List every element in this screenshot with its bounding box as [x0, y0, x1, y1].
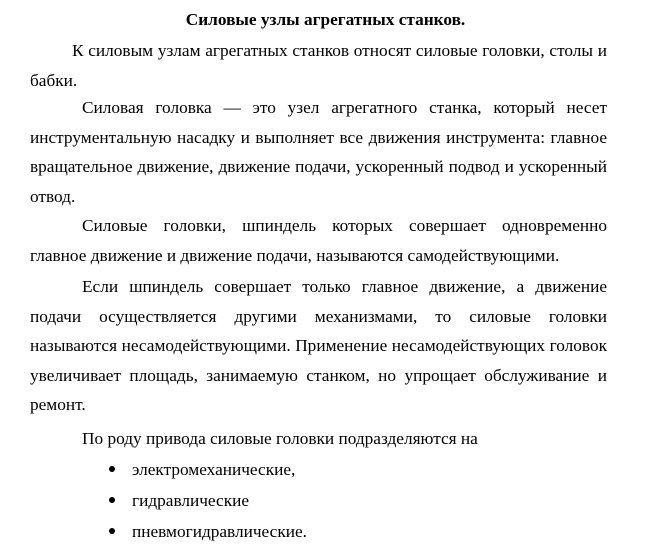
- bullet-icon: [109, 497, 115, 503]
- paragraph-power-head-definition: Силовая головка — это узел агрегатного станка, который несет инструментальную насадку и выполняет все движения инструмента: главное вращательное движение, движение подачи, ускоренный подвод и ускоренный отвод.: [30, 98, 607, 206]
- document-title: Силовые узлы агрегатных станков.: [185, 10, 466, 29]
- list-item-label: пневмогидравлические.: [132, 522, 307, 541]
- bullet-icon: [109, 466, 115, 472]
- paragraph-self-acting-heads: Силовые головки, шпиндель которых совершает одновременно главное движение и движение подачи, называются самодействующими.: [30, 216, 607, 265]
- list-item-label: электромеханические,: [132, 460, 296, 479]
- bullet-icon: [109, 528, 115, 534]
- paragraph-drive-types-intro: По роду привода силовые головки подразделяются на: [82, 429, 478, 448]
- paragraph-power-units: К силовым узлам агрегатных станков относят силовые головки, столы и бабки.: [30, 41, 607, 90]
- paragraph-non-self-acting-heads: Если шпиндель совершает только главное движение, а движение подачи осуществляется другими механизмами, то силовые головки называются несамодействующими. Применение несамодействующих головок увеличивает площадь, занимаемую станком, но упрощает обслуживание и ремонт.: [30, 277, 607, 414]
- list-item-label: гидравлические: [132, 491, 250, 510]
